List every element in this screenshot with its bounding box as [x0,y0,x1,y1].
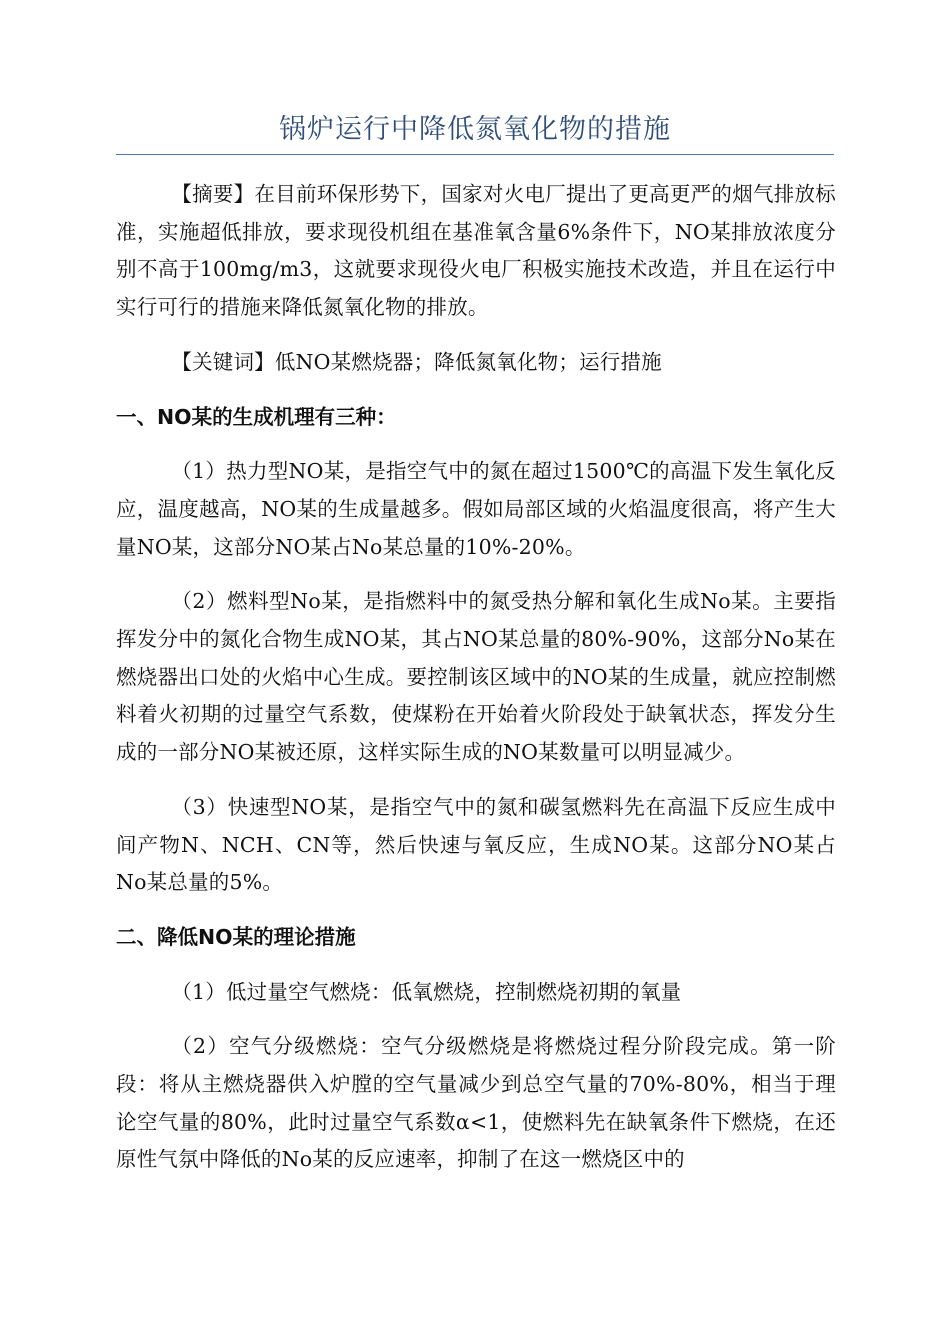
section-2-heading: 二、降低NO某的理论措施 [116,924,356,949]
section-1-heading: 一、NO某的生成机理有三种： [116,404,397,429]
document-title: 锅炉运行中降低氮氧化物的措施 [279,114,671,145]
section-1-item-2: （2）燃料型No某，是指燃料中的氮受热分解和氧化生成No某。主要指挥发分中的氮化合物生成NO某，其占NO某总量的80%-90%，这部分No某在燃烧器出口处的火焰中心生成。要控制该区域中的NO某的生成量，就应控制燃料着火初期的过量空气系数，使煤粉在开始着火阶段处于缺氧状态，挥发分生成的一部分NO某被还原，这样实际生成的NO某数量可以明显减少。 [116,589,836,765]
section-1-item-3: （3）快速型NO某，是指空气中的氮和碳氢燃料先在高温下反应生成中间产物N、NCH、CN等，然后快速与氧反应，生成NO某。这部分NO某占No某总量的5%。 [116,794,836,895]
section-2-item-2: （2）空气分级燃烧：空气分级燃烧是将燃烧过程分阶段完成。第一阶段：将从主燃烧器供入炉膛的空气量减少到总空气量的70%-80%，相当于理论空气量的80%，此时过量空气系数α<1，使燃料先在缺氧条件下燃烧，在还原性气氛中降低的No某的反应速率，抑制了在这一燃烧区中的 [116,1034,836,1172]
document-body [116,176,836,1179]
keywords-paragraph: 【关键词】低NO某燃烧器；降低氮氧化物；运行措施 [171,349,662,374]
section-1-item-1: （1）热力型NO某，是指空气中的氮在超过1500℃的高温下发生氧化反应，温度越高，NO某的生成量越多。假如局部区域的火焰温度很高，将产生大量NO某，这部分NO某占No某总量的10%-20%。 [116,459,836,559]
section-2-item-1: （1）低过量空气燃烧：低氧燃烧，控制燃烧初期的氧量 [171,979,682,1004]
title-underline [116,154,834,155]
abstract-paragraph: 【摘要】在目前环保形势下，国家对火电厂提出了更高更严的烟气排放标准，实施超低排放，要求现役机组在基准氧含量6%条件下，NO某排放浓度分别不高于100mg/m3，这就要求现役火电厂积极实施技术改造，并且在运行中实行可行的措施来降低氮氧化物的排放。 [116,182,836,320]
